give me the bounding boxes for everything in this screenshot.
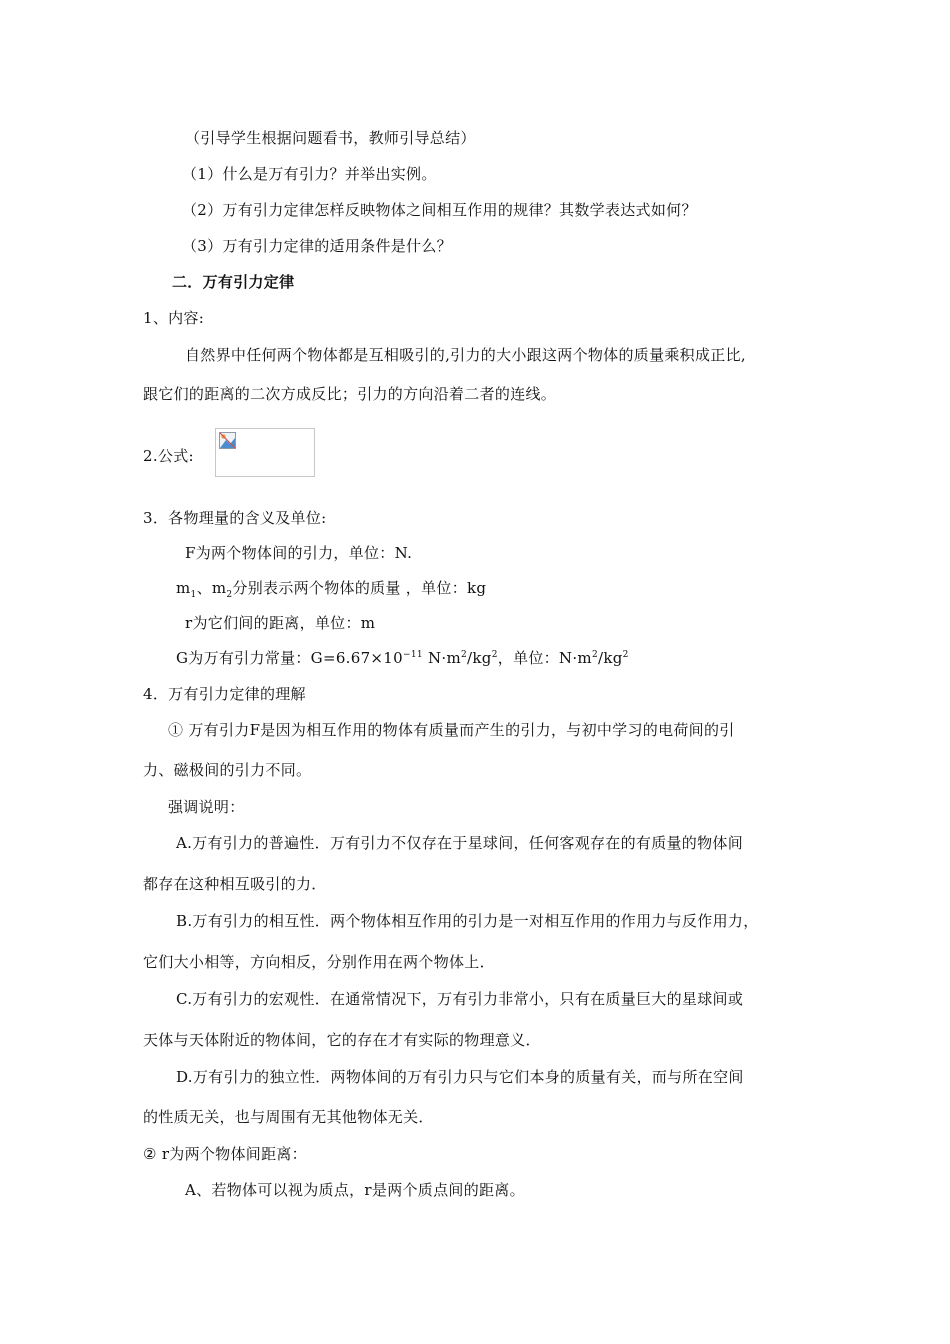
G-square-1: 2 [461,650,468,660]
understanding-label: 4．万有引力定律的理解 [143,685,306,703]
m-mid: 、m [196,579,227,597]
m-rest: 分别表示两个物体的质量 ，单位：kg [232,579,487,597]
quantity-r: r为它们间的距离，单位：m [185,614,376,632]
question-2: （2）万有引力定律怎样反映物体之间相互作用的规律？其数学表达式如何？ [182,201,697,219]
content-line-1: 自然界中任何两个物体都是互相吸引的,引力的大小跟这两个物体的质量乘积成正比, [185,346,746,364]
point-C-line-2: 天体与天体附近的物体间，它的存在才有实际的物理意义． [143,1031,541,1049]
point-B-line-2: 它们大小相等，方向相反，分别作用在两个物体上． [143,953,495,971]
point-B-line-1: B.万有引力的相互性．两个物体相互作用的引力是一对相互作用的作用力与反作用力， [176,912,759,930]
intro-guide: （引导学生根据问题看书，教师引导总结） [185,129,476,147]
point-D-line-2: 的性质无关，也与周围有无其他物体无关． [143,1108,434,1126]
quantity-F: F为两个物体间的引力，单位：N. [185,544,413,562]
understanding-1-line-2: 力、磁极间的引力不同。 [143,761,312,779]
point-D-line-1: D.万有引力的独立性．两物体间的万有引力只与它们本身的质量有关，而与所在空间 [176,1068,744,1086]
content-label: 1、内容: [143,309,205,327]
quantity-m [176,578,486,598]
G-exponent: −11 [403,650,423,660]
quantities-label: 3．各物理量的含义及单位: [143,509,327,527]
understanding-1-line-1: ① 万有引力F是因为相互作用的物体有质量而产生的引力，与初中学习的电荷间的引 [168,721,735,739]
understanding-2: ② r为两个物体间距离： [143,1145,307,1163]
question-3: （3）万有引力定律的适用条件是什么？ [182,237,452,255]
G-square-3: 2 [591,650,598,660]
formula-label: 2.公式: [143,447,194,465]
m-sub-1: 1 [190,590,197,600]
m-sub-2: 2 [226,590,233,600]
point-A-line-2: 都存在这种相互吸引的力． [143,875,327,893]
point-A-line-1: A.万有引力的普遍性．万有引力不仅存在于星球间，任何客观存在的有质量的物体间 [176,834,744,852]
content-line-2: 跟它们的距离的二次方成反比；引力的方向沿着二者的连线。 [143,385,557,403]
emphasis-label: 强调说明： [168,798,245,816]
G-part-d: ，单位：N·m [497,649,592,667]
quantity-G [176,648,629,668]
G-part-b: N·m [422,649,461,667]
G-square-4: 2 [622,650,629,660]
understanding-2-A: A、若物体可以视为质点，r是两个质点间的距离。 [185,1181,525,1199]
G-part-e: /kg [597,649,623,667]
formula-image-placeholder [215,428,315,477]
section-heading: 二．万有引力定律 [172,273,295,291]
G-part-a: G为万有引力常量：G=6.67×10 [176,649,403,667]
m-prefix: m [176,579,191,597]
G-part-c: /kg [467,649,492,667]
point-C-line-1: C.万有引力的宏观性．在通常情况下，万有引力非常小，只有在质量巨大的星球间或 [176,990,744,1008]
broken-image-icon [219,432,236,449]
G-square-2: 2 [491,650,498,660]
question-1: （1）什么是万有引力？并举出实例。 [182,165,437,183]
